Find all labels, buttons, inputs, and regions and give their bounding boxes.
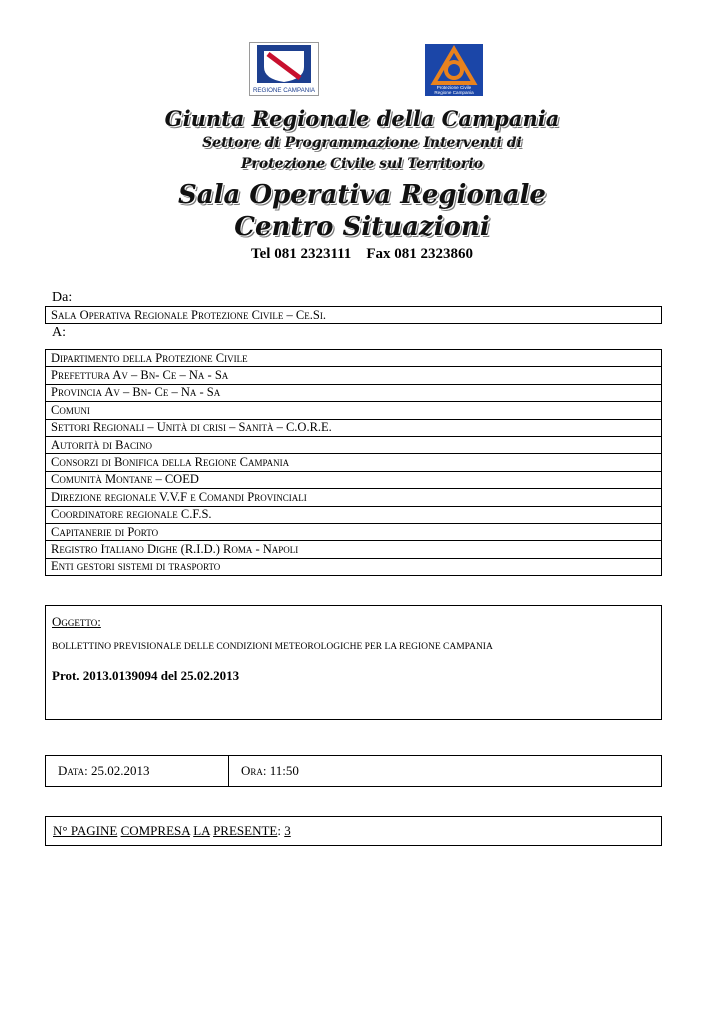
recipients-label: A:: [52, 325, 66, 340]
table-row: [46, 367, 662, 384]
sender-value: Sala Operativa Regionale Protezione Civile – Ce.Si.: [45, 306, 662, 324]
table-row: [46, 506, 662, 523]
campania-logo-label: REGIONE CAMPANIA: [252, 87, 316, 94]
table-row: [46, 402, 662, 419]
pc-logo-line2: Regione Campania: [434, 90, 474, 95]
recipient-item: Consorzi di Bonifica della Regione Campania: [46, 454, 662, 471]
date-cell: [46, 756, 229, 787]
regione-campania-logo: [249, 42, 319, 96]
recipient-item: Comuni: [46, 402, 662, 419]
recipients-table: [45, 349, 662, 576]
recipient-item: Direzione regionale V.V.F e Comandi Provinciali: [46, 489, 662, 506]
table-row: [46, 558, 662, 575]
table-row: [46, 419, 662, 436]
recipient-item: Provincia Av – Bn- Ce – Na - Sa: [46, 384, 662, 401]
recipient-item: Autorità di Bacino: [46, 436, 662, 453]
subject-label: Oggetto:: [52, 614, 101, 629]
pages-word-1: N° PAGINE: [53, 823, 118, 838]
recipient-item: Comunità Montane – COED: [46, 471, 662, 488]
recipient-item: Prefettura Av – Bn- Ce – Na - Sa: [46, 367, 662, 384]
pages-count-box: N° PAGINE COMPRESA LA PRESENTE: 3: [45, 816, 662, 846]
header-protezione: Protezione Civile sul Territorio: [240, 156, 484, 172]
table-row: [46, 384, 662, 401]
recipient-item: Capitanerie di Porto: [46, 523, 662, 540]
pages-count-value: 3: [284, 823, 291, 838]
time-label: Ora:: [241, 763, 267, 778]
table-row: [46, 523, 662, 540]
table-row: [46, 756, 662, 787]
recipient-item: Registro Italiano Dighe (R.I.D.) Roma - Napoli: [46, 541, 662, 558]
header-settore: Settore di Programmazione Interventi di: [202, 135, 522, 151]
date-value: 25.02.2013: [91, 763, 150, 778]
contact-line: [0, 246, 724, 263]
header-centro-situazioni: Centro Situazioni: [234, 212, 490, 242]
datetime-table: [45, 755, 662, 787]
pages-word-2: COMPRESA: [120, 823, 190, 838]
table-row: [46, 454, 662, 471]
table-row: [46, 350, 662, 367]
tel-number: Tel 081 2323111: [251, 246, 352, 262]
protocol-number: Prot. 2013.0139094 del 25.02.2013: [52, 668, 240, 683]
protezione-civile-logo: [425, 44, 483, 96]
time-cell: [229, 756, 662, 787]
table-row: [46, 436, 662, 453]
recipient-item: Settori Regionali – Unità di crisi – Sanità – C.O.R.E.: [46, 419, 662, 436]
pc-logo-line1: Protezione Civile: [436, 85, 472, 90]
recipient-item: Dipartimento della Protezione Civile: [46, 350, 662, 367]
recipient-item: Coordinatore regionale C.F.S.: [46, 506, 662, 523]
header-sala-operativa: Sala Operativa Regionale: [178, 180, 546, 210]
header-giunta: Giunta Regionale della Campania: [164, 106, 560, 131]
sender-label: Da:: [52, 290, 73, 305]
subject-box: [45, 605, 662, 720]
subject-text: BOLLETTINO PREVISIONALE DELLE CONDIZIONI METEOROLOGICHE PER LA REGIONE CAMPANIA: [52, 642, 493, 652]
recipient-item: Enti gestori sistemi di trasporto: [46, 558, 662, 575]
fax-number: Fax 081 2323860: [366, 246, 473, 262]
table-row: [46, 471, 662, 488]
table-row: [46, 541, 662, 558]
pages-word-3: LA: [193, 823, 210, 838]
pages-word-4: PRESENTE: [213, 823, 278, 838]
time-value: 11:50: [269, 763, 299, 778]
date-label: Data:: [58, 763, 88, 778]
table-row: [46, 489, 662, 506]
